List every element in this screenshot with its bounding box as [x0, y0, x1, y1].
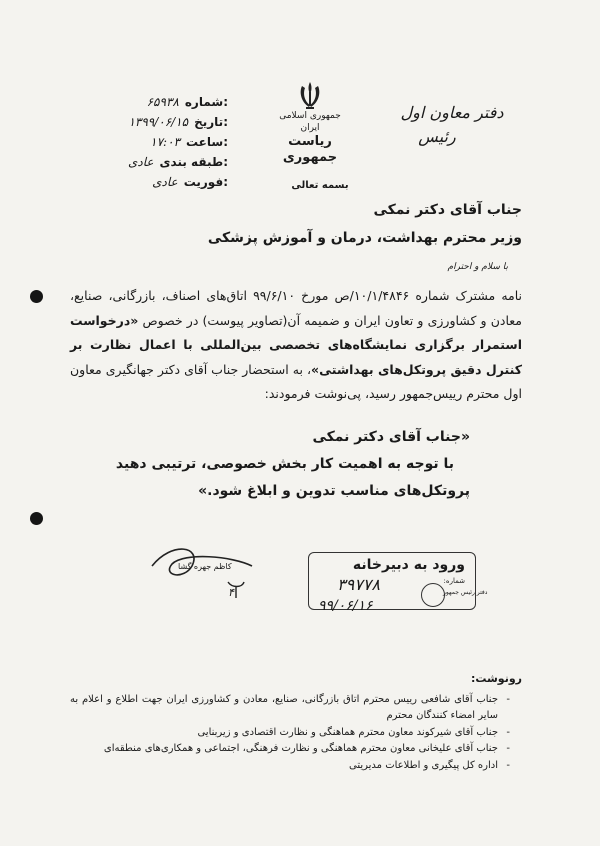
greeting: با سلام و احترام: [447, 262, 508, 272]
note-line3: پروتکل‌های مناسب تدوین و ابلاغ شود.»: [198, 483, 470, 499]
basmala: بسمه تعالی: [291, 180, 349, 191]
number-value: ۶۵۹۳۸: [146, 95, 179, 109]
letter-meta: [88, 92, 228, 192]
meta-number: [88, 92, 228, 112]
cc-item: - جناب آقای شیرکوند معاون محترم هماهنگی و نظارت اقتصادی و زیربنایی: [70, 725, 510, 741]
signatory-name: کاظم جهره گشا: [178, 562, 232, 571]
urgency-value: عادی: [152, 175, 178, 189]
meta-time: [88, 132, 228, 152]
entry-stamp-title: ورود به دبیرخانه: [352, 557, 465, 573]
meta-classification: [88, 152, 228, 172]
date-label: تاریخ:: [194, 115, 228, 129]
entry-stamp-emblem-icon: [421, 583, 445, 607]
letter-body: [70, 284, 522, 407]
cc-item: - جناب آقای شافعی رییس محترم اتاق بازرگانی، صنایع، معادن و کشاورزی ایران جهت اطلاع و اعلام به سایر امضاء کنندگان محترم: [70, 692, 510, 725]
classification-label: طبقه بندی:: [159, 155, 228, 169]
iran-emblem-icon: [297, 80, 323, 110]
entry-stamp-number-label: شماره:: [443, 577, 465, 585]
recipient-name: جناب آقای دکتر نمکی: [373, 202, 522, 218]
president-note: [115, 424, 470, 505]
cc-title: رونوشت:: [470, 672, 522, 685]
number-label: شماره:: [184, 95, 228, 109]
body-text-2: ، به استحضار جناب آقای دکتر جهانگیری معاون اول محترم رییس‌جمهور رسید، پی‌نوشت فرمودند:: [70, 361, 522, 401]
entry-stamp-emblem-label: دفتر رئیس جمهور: [443, 589, 488, 596]
time-label: ساعت:: [185, 135, 228, 149]
entry-stamp-date: ۹۹/۰۶/۱۶: [318, 598, 373, 614]
urgency-label: فوریت:: [183, 175, 228, 189]
classification-value: عادی: [127, 155, 154, 169]
office-stamp-line1: دفتر معاون اول: [400, 103, 504, 122]
body-subject: «درخواست استمرار برگزاری نمایشگاه‌های تخصصی بین‌المللی با اعمال نظارت بر کنترل دقیق پروتکل‌های بهداشتی»: [70, 312, 522, 377]
recipient-block: [82, 196, 522, 252]
office-stamp-line2: رئیس: [418, 127, 456, 146]
cc-item: - اداره کل پیگیری و اطلاعات مدیریتی: [70, 758, 510, 774]
time-value: ۱۷:۰۳: [150, 135, 180, 149]
recipient-title: وزیر محترم بهداشت، درمان و آموزش پزشکی: [207, 230, 522, 246]
meta-urgency: [88, 172, 228, 192]
entry-stamp-number: ۳۹۷۷۸: [337, 575, 380, 594]
punch-hole-bottom: [30, 512, 43, 525]
body-text-1: نامه مشترک شماره ۱۰/۱/۴۸۴۶/ص مورخ ۹۹/۶/۱۰ اتاق‌های اصناف، بازرگانی، صنایع، معادن و کشاورزی و تعاون ایران و ضمیمه آن(تصاویر پیوست) در خصوص: [70, 288, 523, 328]
emblem-line-country: جمهوری اسلامی ایران: [279, 111, 341, 133]
note-line1: «جناب آقای دکتر نمکی: [312, 429, 470, 445]
cc-item: - جناب آقای علیخانی معاون محترم هماهنگی و نظارت فرهنگی، اجتماعی و همکاری‌های منطقه‌ای: [70, 741, 510, 757]
date-value: ۱۳۹۹/۰۶/۱۵: [128, 115, 189, 129]
signature-initial: ۴: [228, 586, 234, 599]
emblem-line-presidency: ریاست جمهوری: [282, 134, 338, 165]
meta-date: [88, 112, 228, 132]
punch-hole-top: [30, 290, 43, 303]
office-handwritten-stamp: [392, 102, 512, 150]
presidency-emblem: [270, 80, 350, 166]
cc-list: [70, 692, 510, 774]
signature-mark: [132, 536, 272, 606]
note-line2: با توجه به اهمیت کار بخش خصوصی، ترتیبی دهید: [115, 456, 454, 472]
